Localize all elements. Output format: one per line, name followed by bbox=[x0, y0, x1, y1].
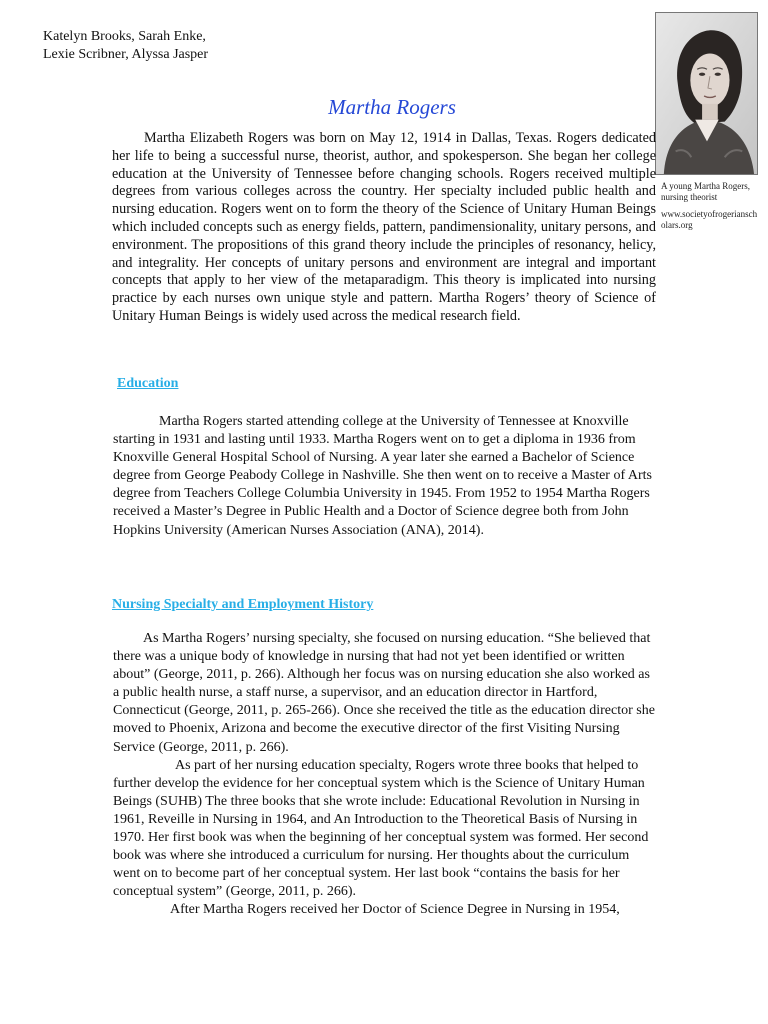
nursing-paragraph: As part of her nursing education specialty, Rogers wrote three books that helped to further develop the evidence for her conceptual system which is the Science of Unitary Human Beings (SUHB) The three books that she wrote include: Educational Revolution in Nursing in 1961, Reveille in Nursing in 1964, and An Introduction to the Theoretical Basis of Nursing in 1970. Her first book was when the beginning of her conceptual system was formed. Her second book was where she introduced a curriculum for nursing. Her thoughts about the curriculum went on to become part of her conceptual system. Her last book “contains the basis for her conceptual system” (George, 2011, p. 266). bbox=[113, 757, 649, 900]
nursing-paragraph: After Martha Rogers received her Doctor of Science Degree in Nursing in 1954, bbox=[170, 902, 620, 918]
intro-paragraph: Martha Elizabeth Rogers was born on May 12, 1914 in Dallas, Texas. Rogers dedicated her life to being a successful nurse, theorist, author, and spokesperson. She began her college education at the University of Tennessee before changing schools. Rogers received multiple degrees from various colleges across the country. Her specialty included public health and nursing education. Rogers went on to form the theory of the Science of Unitary Human Beings which included concepts such as energy fields, pattern, pandimensionality, unitary persons, and environment. The propositions of this grand theory include the principles of resonancy, helicy, and integrality. Her concepts of unitary persons and environment are integral and important concepts that apply to her view of the metaparadigm. This theory is implicated into nursing practice by each nurses own unique style and pattern. Martha Rogers’ theory of Science of Unitary Human Beings is widely used across the medical research field. bbox=[112, 130, 656, 324]
author-list bbox=[43, 28, 208, 64]
author-line: Lexie Scribner, Alyssa Jasper bbox=[43, 47, 209, 62]
nursing-heading: Nursing Specialty and Employment History bbox=[112, 597, 374, 612]
nursing-paragraph: As Martha Rogers’ nursing specialty, she focused on nursing education. “She believed that there was a unique body of knowledge in nursing that had not yet been identified or written about” (George, 2011, p. 266). Although her focus was on nursing education she also worked as a public health nurse, a staff nurse, a supervisor, and an education director in Hartford, Connecticut (George, 2011, p. 265-266). Once she received the title as the education director she moved to Phoenix, Arizona and become the executive director of the first Visiting Nursing Service (George, 2011, p. 266). bbox=[113, 631, 655, 755]
nursing-section bbox=[113, 630, 659, 920]
page-title-text: Martha Rogers bbox=[328, 95, 456, 119]
page-title bbox=[0, 94, 768, 120]
education-paragraph: Martha Rogers started attending college at the University of Tennessee at Knoxville starting in 1931 and lasting until 1933. Martha Rogers went on to get a diploma in 1936 from Knoxville General Hospital School of Nursing. A year later she earned a Bachelor of Science degree from George Peabody College in Nashville. She then went on to receive a Master of Arts degree from Teachers College Columbia University in 1945. From 1952 to 1954 Martha Rogers received a Master’s Degree in Public Health and a Doctor of Science degree both from John Hopkins University (American Nurses Association (ANA), 2014). bbox=[113, 414, 652, 538]
author-line: Katelyn Brooks, Sarah Enke, bbox=[43, 29, 206, 44]
education-heading: Education bbox=[117, 376, 179, 391]
photo-caption: A young Martha Rogers, nursing theorist bbox=[661, 181, 750, 202]
photo-figure bbox=[655, 12, 758, 231]
photo-source: www.societyofrogerianscholars.org bbox=[661, 209, 758, 230]
